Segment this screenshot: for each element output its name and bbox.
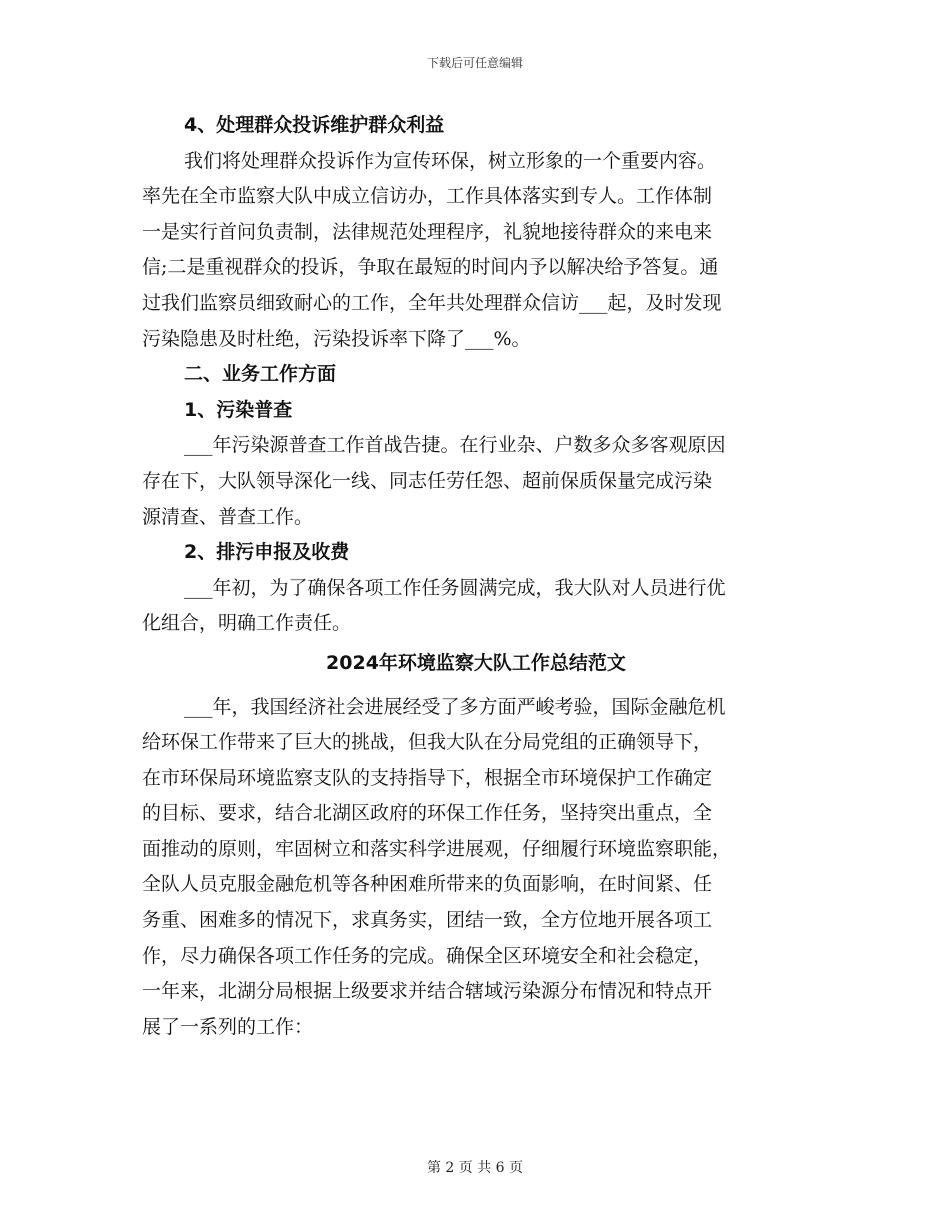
paragraph-line: 作，尽力确保各项工作任务的完成。确保全区环境安全和社会稳定， bbox=[142, 944, 713, 967]
paragraph-line: 信;二是重视群众的投诉，争取在最短的时间内予以解决给予答复。通 bbox=[142, 256, 719, 279]
paragraph-line: 给环保工作带来了巨大的挑战，但我大队在分局党组的正确领导下， bbox=[142, 731, 713, 754]
page-header: 下载后可任意编辑 bbox=[426, 56, 523, 70]
paragraph-line: ___年，我国经济社会进展经受了多方面严峻考验，国际金融危机 bbox=[184, 695, 726, 718]
paragraph-line: 化组合，明确工作责任。 bbox=[142, 612, 352, 635]
paragraph-line: ___年初，为了确保各项工作任务圆满完成，我大队对人员进行优 bbox=[184, 576, 726, 599]
paragraph-line: 过我们监察员细致耐心的工作，全年共处理群众信访___起，及时发现 bbox=[142, 291, 722, 314]
paragraph-line: 率先在全市监察大队中成立信访办，工作具体落实到专人。工作体制 bbox=[142, 185, 713, 208]
document-body bbox=[142, 108, 810, 1045]
paragraph-line: 一年来，北湖分局根据上级要求并结合辖域污染源分布情况和特点开 bbox=[142, 980, 713, 1003]
paragraph-line: 面推动的原则，牢固树立和落实科学进展观，仔细履行环境监察职能， bbox=[142, 837, 732, 860]
paragraph-line: 展了一系列的工作： bbox=[142, 1015, 314, 1038]
paragraph-line: 一是实行首问负责制，法律规范处理程序，礼貌地接待群众的来电来 bbox=[142, 220, 713, 243]
paragraph-line: 源清查、普查工作。 bbox=[142, 505, 314, 528]
heading-pollution-survey: 1、污染普查 bbox=[184, 398, 293, 421]
paragraph-line: 的目标、要求，结合北湖区政府的环保工作任务，坚持突出重点，全 bbox=[142, 802, 713, 825]
paragraph-line: 全队人员克服金融危机等各种困难所带来的负面影响，在时间紧、任 bbox=[142, 873, 713, 896]
paragraph-line: 在市环保局环境监察支队的支持指导下，根据全市环境保护工作确定 bbox=[142, 766, 713, 789]
article-title: 2024年环境监察大队工作总结范文 bbox=[326, 651, 626, 674]
paragraph-line: 污染隐患及时杜绝，污染投诉率下降了___%。 bbox=[142, 327, 531, 350]
heading-complaints: 4、处理群众投诉维护群众利益 bbox=[184, 114, 445, 136]
heading-business-work: 二、业务工作方面 bbox=[184, 363, 337, 386]
paragraph-line: 我们将处理群众投诉作为宣传环保，树立形象的一个重要内容。 bbox=[184, 149, 717, 172]
page-footer: 第 2 页 共 6 页 bbox=[426, 1160, 524, 1176]
heading-discharge-fees: 2、排污申报及收费 bbox=[184, 541, 350, 564]
paragraph-line: ___年污染源普查工作首战告捷。在行业杂、户数多众多客观原因 bbox=[184, 434, 726, 457]
paragraph-line: 务重、困难多的情况下，求真务实，团结一致，全方位地开展各项工 bbox=[142, 909, 713, 932]
paragraph-line: 存在下，大队领导深化一线、同志任劳任怨、超前保质保量完成污染 bbox=[142, 469, 713, 492]
